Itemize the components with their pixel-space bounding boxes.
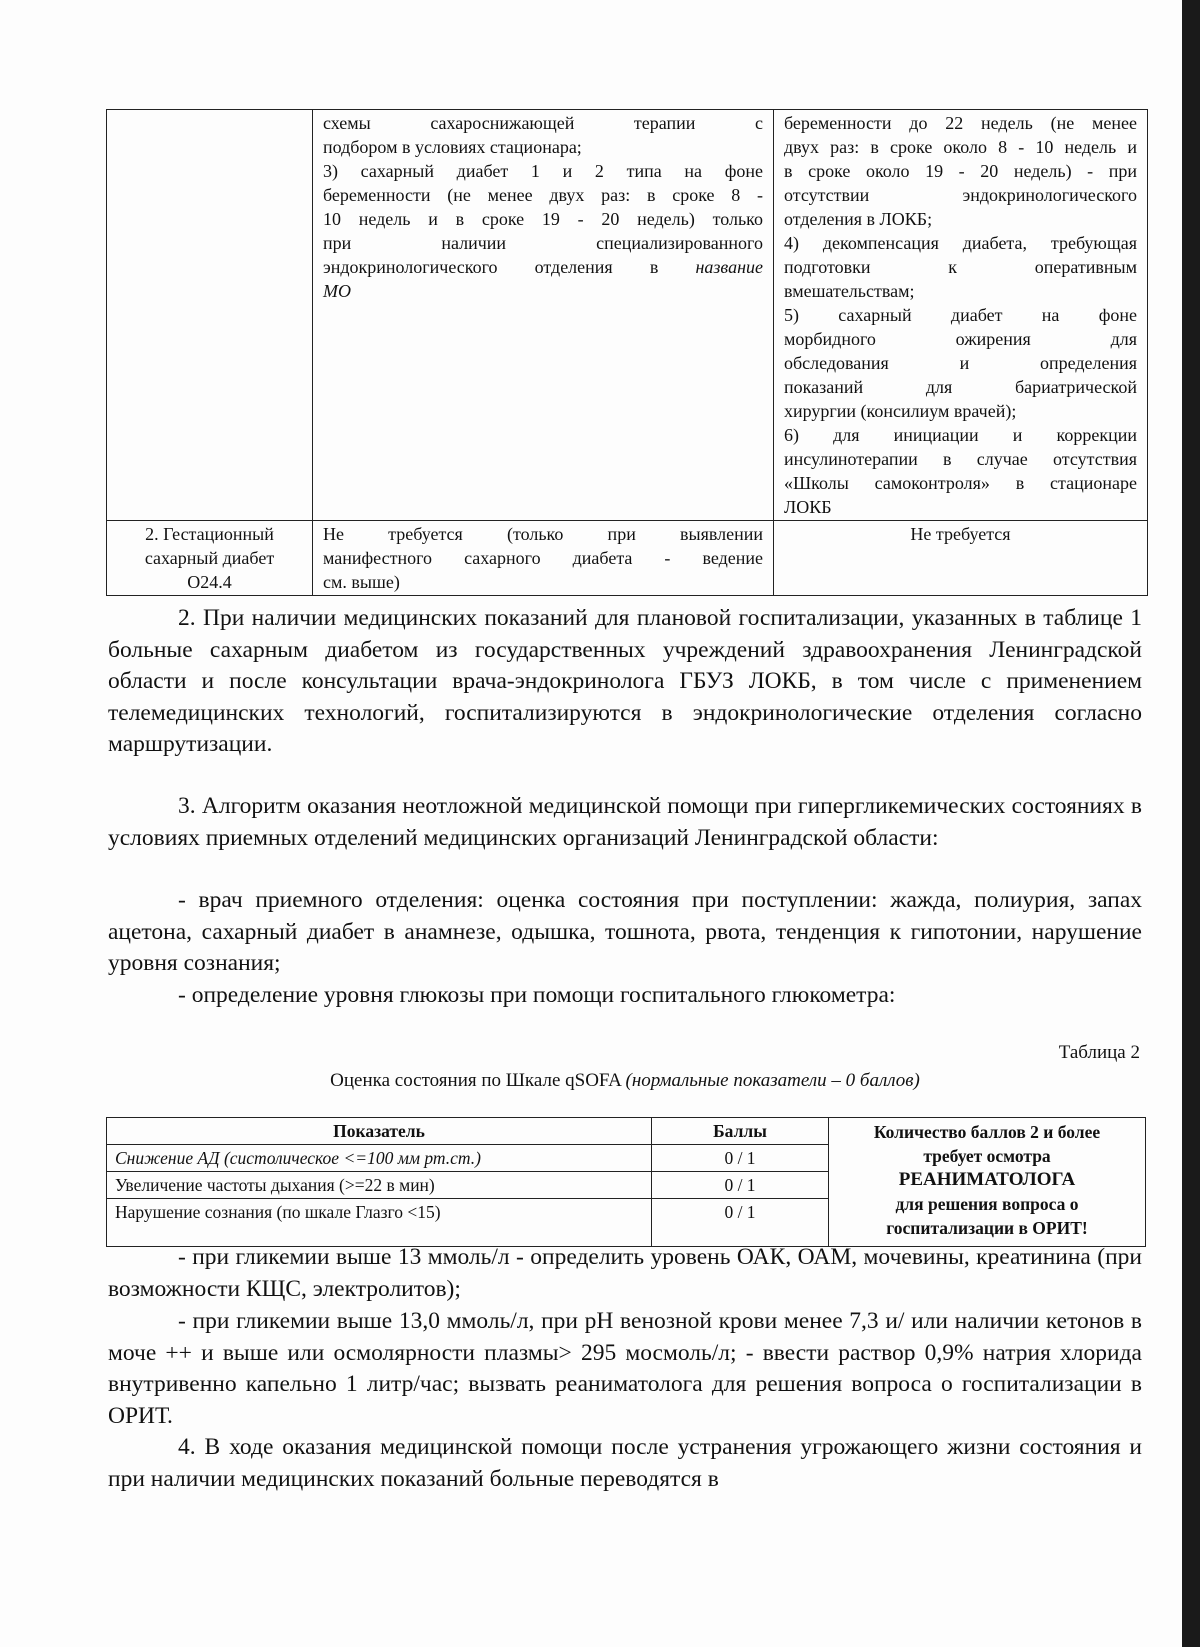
paragraph-4: 4. В ходе оказания медицинской помощи после устранения угрожающего жизни состояния и при наличии медицинских показаний больные переводятся в xyxy=(108,1434,1142,1492)
cell-line: вмешательствам; xyxy=(784,281,915,301)
indicator-cell: Увеличение частоты дыхания (>=22 в мин) xyxy=(107,1172,652,1199)
cell-line: ЛОКБ xyxy=(784,497,832,517)
cell-line: 5) сахарный диабет на фоне xyxy=(784,305,1137,325)
note-line: Количество баллов 2 и более xyxy=(873,1122,1101,1142)
paragraph-3b: - определение уровня глюкозы при помощи госпитального глюкометра: xyxy=(178,982,896,1008)
cell-text: эндокринологического отделения в xyxy=(323,257,659,277)
cell-line: 2. Гестационный xyxy=(145,524,274,544)
cell-line: «Школы самоконтроля» в стационаре xyxy=(784,473,1137,493)
cell-line: подготовки к оперативным xyxy=(784,257,1137,277)
table-title-note: (нормальные показатели – 0 баллов) xyxy=(625,1070,920,1091)
score-cell: 0 / 1 xyxy=(652,1145,829,1172)
cell-line: Не требуется (только при выявлении xyxy=(323,524,763,544)
cell-line: отсутствии эндокринологического xyxy=(784,185,1137,205)
cell-line: МО xyxy=(323,281,351,301)
cell-line: отделения в ЛОКБ; xyxy=(784,209,933,229)
paragraph-3c: - при гликемии выше 13 ммоль/л - определить уровень ОАК, ОАМ, мочевины, креатинина (при возможности КЩС, электролитов); xyxy=(108,1244,1142,1302)
paragraph-3: 3. Алгоритм оказания неотложной медицинской помощи при гипергликемических состояниях в условиях приемных отделений медицинских организаций Ленинградской области: xyxy=(108,793,1142,851)
cell-line: при наличии специализированного xyxy=(323,233,763,253)
cell-line: манифестного сахарного диабета - ведение xyxy=(323,548,763,568)
cell-line xyxy=(323,255,763,279)
indicator-cell: Снижение АД (систолическое <=100 мм рт.ст.) xyxy=(107,1145,652,1172)
cell-line: 10 недель и в сроке 19 - 20 недель) только xyxy=(323,209,763,229)
table-cell xyxy=(107,521,313,596)
cell-line: инсулинотерапии в случае отсутствия xyxy=(784,449,1137,469)
indicator-cell: Нарушение сознания (по шкале Глазго <15) xyxy=(107,1199,652,1247)
cell-line: O24.4 xyxy=(187,572,232,592)
table-cell: Не требуется xyxy=(774,521,1148,596)
qsofa-note xyxy=(829,1118,1146,1247)
cell-line: см. выше) xyxy=(323,572,400,592)
table-cell xyxy=(313,110,774,521)
table-cell xyxy=(313,521,774,596)
cell-line: беременности (не менее двух раз: в сроке 8 - xyxy=(323,185,763,205)
scan-edge xyxy=(1182,0,1200,1647)
table-row xyxy=(107,110,1148,521)
cell-line: двух раз: в сроке около 8 - 10 недель и xyxy=(784,137,1137,157)
cell-line: 3) сахарный диабет 1 и 2 типа на фоне xyxy=(323,161,763,181)
column-header: Баллы xyxy=(652,1118,829,1145)
table-title-text: Оценка состояния по Шкале qSOFA xyxy=(330,1070,621,1091)
table-cell xyxy=(107,110,313,521)
note-line: госпитализации в ОРИТ! xyxy=(886,1218,1088,1238)
paragraph-2: 2. При наличии медицинских показаний для плановой госпитализации, указанных в таблице 1 больные сахарным диабетом из государственных учреждений здравоохранения Ленинградской области и после консультации врача-эндокринолога ГБУЗ ЛОКБ, в том числе с применением телемедицинских технологий, госпитализируются в эндокринологические отделения согласно маршрутизации. xyxy=(108,605,1142,757)
qsofa-table xyxy=(106,1117,1146,1247)
table-label: Таблица 2 xyxy=(1058,1042,1140,1063)
routing-table xyxy=(106,109,1148,596)
note-line: РЕАНИМАТОЛОГА xyxy=(898,1169,1076,1190)
paragraph-3d: - при гликемии выше 13,0 ммоль/л, при pH венозной крови менее 7,3 и/ или наличии кетонов в моче ++ и выше или осмолярности плазмы> 295 мосмоль/л; - ввести раствор 0,9% натрия хлорида внутривенно капельно 1 литр/час; вызвать реаниматолога для решения вопроса о госпитализации в ОРИТ. xyxy=(108,1308,1142,1429)
table-cell xyxy=(774,110,1148,521)
cell-line: хирургии (консилиум врачей); xyxy=(784,401,1017,421)
cell-line: обследования и определения xyxy=(784,353,1137,373)
cell-line: 6) для инициации и коррекции xyxy=(784,425,1137,445)
table-header-row xyxy=(107,1118,1146,1145)
cell-line: 4) декомпенсация диабета, требующая xyxy=(784,233,1137,253)
table-row xyxy=(107,521,1148,596)
cell-line: в сроке около 19 - 20 недель) - при xyxy=(784,161,1137,181)
column-header: Показатель xyxy=(107,1118,652,1145)
note-line: для решения вопроса о xyxy=(895,1194,1079,1214)
cell-line: показаний для бариатрической xyxy=(784,377,1137,397)
paragraph-3a: - врач приемного отделения: оценка состояния при поступлении: жажда, полиурия, запах ацетона, сахарный диабет в анамнезе, одышка, тошнота, рвота, тенденция к гипотонии, нарушение уровня сознания; xyxy=(108,887,1142,976)
table-title xyxy=(108,1070,1142,1092)
cell-text-italic: название xyxy=(695,257,764,277)
score-cell: 0 / 1 xyxy=(652,1199,829,1247)
cell-line: сахарный диабет xyxy=(144,548,275,568)
cell-line: схемы сахароснижающей терапии с xyxy=(323,113,763,133)
cell-line: беременности до 22 недель (не менее xyxy=(784,113,1137,133)
note-line: требует осмотра xyxy=(923,1146,1051,1166)
cell-line: подбором в условиях стационара; xyxy=(323,137,582,157)
cell-line: морбидного ожирения для xyxy=(784,329,1137,349)
score-cell: 0 / 1 xyxy=(652,1172,829,1199)
